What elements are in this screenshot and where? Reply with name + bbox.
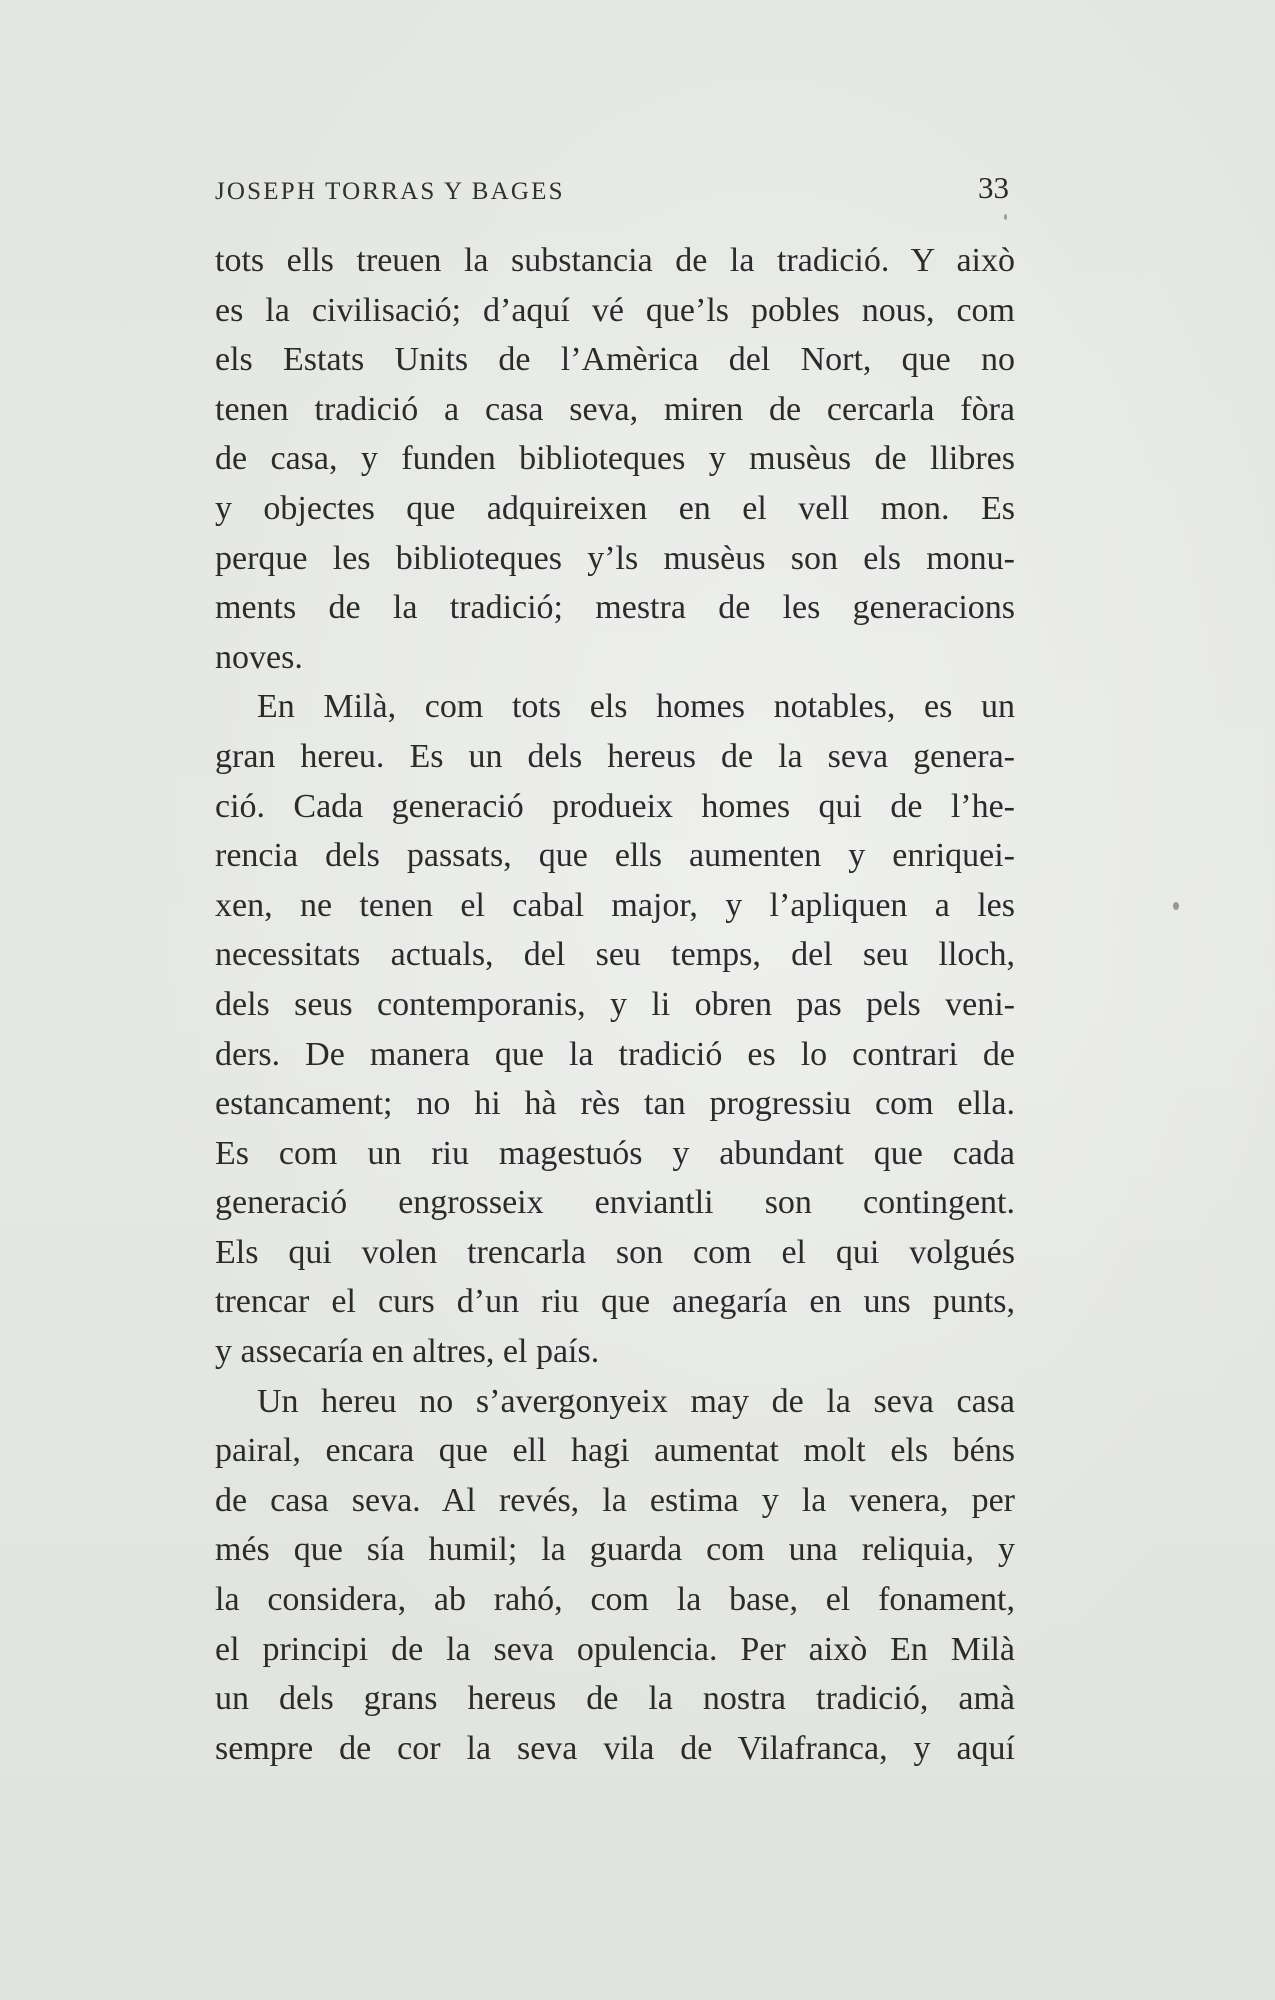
paper-speck: [1173, 902, 1179, 910]
text-line: el principi de la seva opulencia. Per això En Milà: [215, 1630, 1015, 1668]
paragraph: [215, 236, 1015, 682]
text-line: y objectes que adquireixen en el vell mon. Es: [215, 489, 1015, 527]
page-number: 33: [978, 170, 1009, 205]
text-line: de casa seva. Al revés, la estima y la venera, per: [215, 1481, 1015, 1519]
text-line: dels seus contemporanis, y li obren pas pels veni-: [215, 985, 1015, 1023]
text-line: rencia dels passats, que ells aumenten y enriquei-: [215, 837, 1015, 875]
paragraph: [215, 682, 1015, 1376]
text-line: la considera, ab rahó, com la base, el fonament,: [215, 1581, 1015, 1619]
text-line: generació engrosseix enviantli son contingent.: [215, 1184, 1015, 1222]
text-line: y assecaría en altres, el país.: [215, 1333, 600, 1371]
text-line: els Estats Units de l’Amèrica del Nort, que no: [215, 341, 1015, 379]
running-title: JOSEPH TORRAS Y BAGES: [215, 178, 565, 205]
paragraph: [215, 1377, 1015, 1774]
text-line: ments de la tradició; mestra de les generacions: [215, 589, 1015, 627]
text-line: tots ells treuen la substancia de la tradició. Y això: [215, 242, 1015, 279]
text-line: necessitats actuals, del seu temps, del seu lloch,: [215, 936, 1015, 974]
text-line: gran hereu. Es un dels hereus de la seva genera-: [215, 737, 1015, 775]
text-line: estancament; no hi hà rès tan progressiu com ella.: [215, 1085, 1015, 1123]
text-line: un dels grans hereus de la nostra tradició, amà: [215, 1680, 1015, 1718]
text-line: trencar el curs d’un riu que anegaría en uns punts,: [215, 1283, 1015, 1321]
text-line: de casa, y funden biblioteques y musèus de llibres: [215, 440, 1015, 478]
text-line: tenen tradició a casa seva, miren de cercarla fòra: [215, 390, 1015, 428]
text-line: ció. Cada generació produeix homes qui de l’he-: [215, 787, 1015, 825]
text-line: noves.: [215, 638, 303, 676]
text-line: Els qui volen trencarla son com el qui volgués: [215, 1233, 1015, 1271]
text-line: més que sía humil; la guarda com una reliquia, y: [215, 1531, 1015, 1569]
text-line: sempre de cor la seva vila de Vilafranca, y aquí: [215, 1729, 1015, 1767]
text-line: perque les biblioteques y’ls musèus son els monu-: [215, 539, 1015, 577]
paper-speck: [1004, 214, 1007, 220]
body-text: [215, 236, 1015, 1773]
text-line: es la civilisació; d’aquí vé que’ls pobles nous, com: [215, 291, 1015, 329]
text-line: Es com un riu magestuós y abundant que cada: [215, 1134, 1015, 1172]
running-head: [215, 170, 1015, 210]
text-line: pairal, encara que ell hagi aumentat molt els béns: [215, 1432, 1015, 1470]
text-line: En Milà, com tots els homes notables, es un: [257, 688, 1015, 726]
text-line: xen, ne tenen el cabal major, y l’apliquen a les: [215, 886, 1015, 924]
text-line: Un hereu no s’avergonyeix may de la seva casa: [257, 1382, 1015, 1420]
text-line: ders. De manera que la tradició es lo contrari de: [215, 1035, 1015, 1073]
